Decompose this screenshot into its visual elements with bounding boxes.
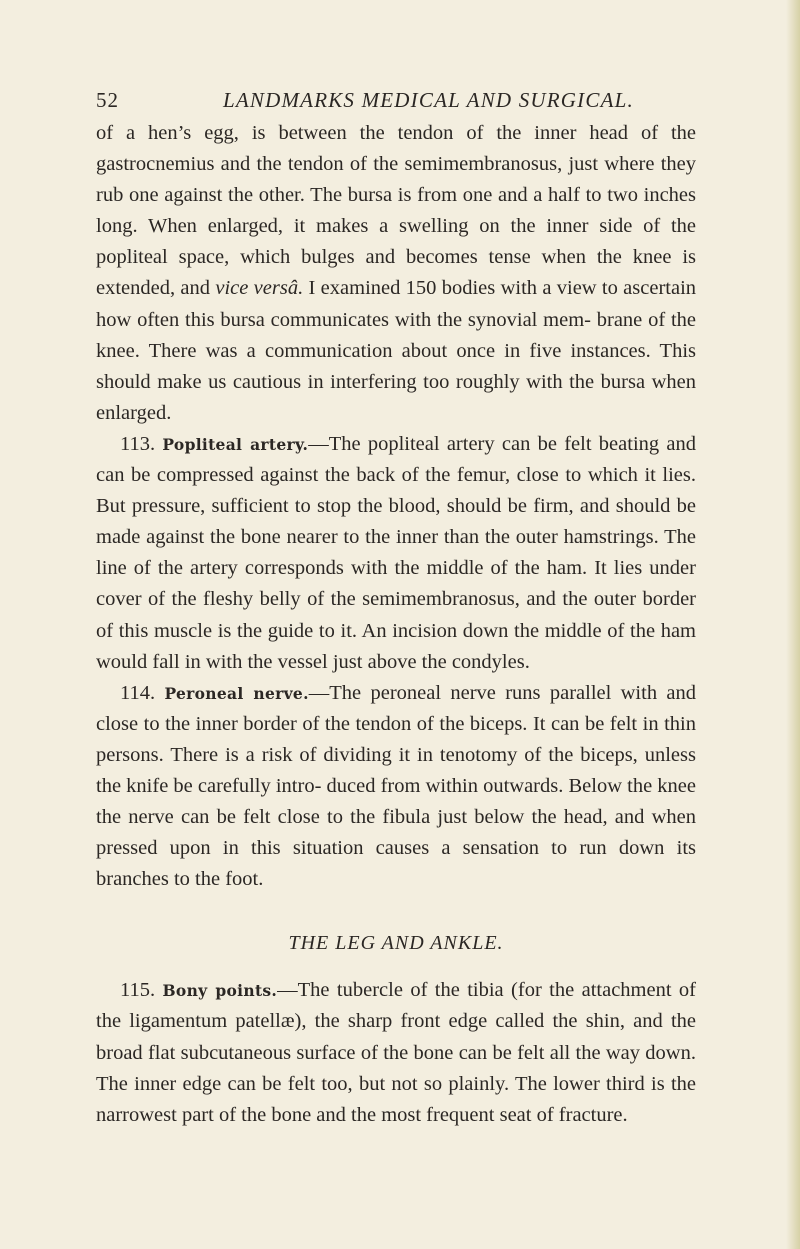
section-115-number: 115.: [120, 979, 156, 1002]
body-text: [96, 118, 696, 1131]
running-head-title: LANDMARKS MEDICAL AND SURGICAL.: [223, 88, 634, 112]
section-115-paragraph: [96, 975, 696, 1130]
section-114-number: 114.: [120, 681, 156, 704]
section-heading: THE LEG AND ANKLE.: [288, 932, 504, 955]
section-113-paragraph: [96, 429, 696, 678]
section-115-text: —The tubercle of the tibia (for the attachment of the ligamentum patellæ), the sharp front edge called the shin, and the broad flat subcutaneous surface of the bone can be felt all the way down. The inner edge can be felt too, but not so plainly. The lower third is the narrowest part of the bone and the most frequent seat of fracture.: [96, 979, 697, 1126]
section-113-text: —The popliteal artery can be felt beating and can be compressed against the back of the femur, close to which it lies. But pressure, sufficient to stop the blood, should be firm, and should be made against the bone nearer to the inner than the outer hamstrings. The line of the artery corresponds with the middle of the ham. It lies under cover of the fleshy belly of the semimembranosus, and the outer border of this muscle is the guide to it. An incision down the middle of the ham would fall in with the vessel just above the condyles.: [96, 432, 696, 673]
continued-paragraph: [96, 118, 696, 429]
section-113-number: 113.: [120, 432, 156, 455]
continued-text-after-italic: I examined 150 bodies with a view to ascertain how often this bursa communicates with the synovial mem- brane of the knee. There was a communication about once in five instances. This should make us cautious in interfering too roughly with the bursa when enlarged.: [96, 277, 697, 424]
continued-text-before-italic: of a hen’s egg, is between the tendon of the inner head of the gastrocnemius and the tendon of the semimembranosus, just where they rub one against the other. The bursa is from one and a half to two inches long. When enlarged, it makes a swelling on the inner side of the popliteal space, which bulges and becomes tense when the knee is extended, and: [96, 122, 696, 300]
section-114-title: Peroneal nerve.: [164, 683, 309, 703]
italic-phrase: vice versâ.: [215, 277, 304, 300]
section-113-title: Popliteal artery.: [162, 434, 309, 454]
page-number: 52: [96, 88, 119, 112]
section-114-text: —The peroneal nerve runs parallel with and close to the inner border of the tendon of the biceps. It can be felt in thin persons. There is a risk of dividing it in tenotomy of the biceps, unless the knife be carefully intro- duced from within outwards. Below the knee the nerve can be felt close to the fibula just below the head, and when pressed upon in this situation causes a sensation to run down its branches to the foot.: [96, 681, 697, 891]
page-edge-shadow: [786, 0, 800, 1249]
running-head: [96, 78, 696, 118]
section-115-title: Bony points.: [162, 981, 278, 1001]
book-page: [96, 78, 696, 1131]
section-114-paragraph: [96, 678, 696, 896]
